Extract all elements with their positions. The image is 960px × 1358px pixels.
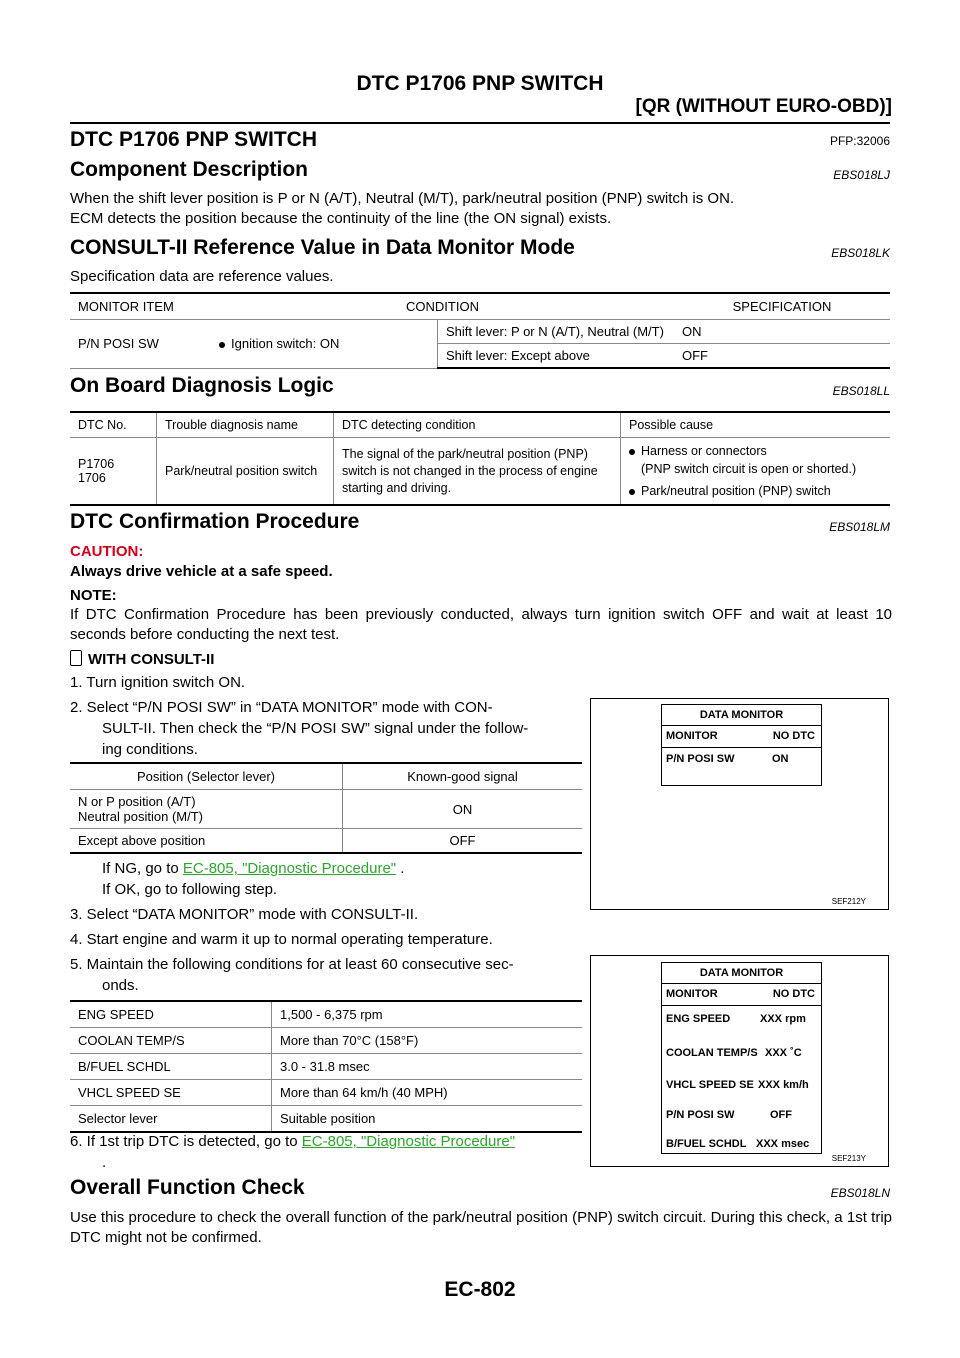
section-title: DTC Confirmation Procedure <box>70 510 360 533</box>
caution-label: CAUTION: <box>70 543 144 560</box>
diagnostic-procedure-link[interactable]: EC-805, "Diagnostic Procedure" <box>301 1133 516 1150</box>
step-2: 2. Select “P/N POSI SW” in “DATA MONITOR” mode with CON- SULT-II. Then check the “P/N POSI SW” signal under the follow- ing conditions. <box>70 699 529 758</box>
section-title: CONSULT-II Reference Value in Data Monitor Mode <box>70 236 575 259</box>
figure-sef213y: DATA MONITOR MONITOR NO DTC ENG SPEED XXX rpm COOLAN TEMP/S XXX ˚C VHCL SPEED SE XXX km/h P/N POSI SW OFF B/FUEL SCHDL XXX msec SEF213Y <box>590 955 889 1167</box>
header-rule <box>70 122 890 124</box>
step-3: 3. Select “DATA MONITOR” mode with CONSULT-II. <box>70 906 419 923</box>
reference-value-table: MONITOR ITEM CONDITION SPECIFICATION P/N POSI SW Ignition switch: ON Shift lever: P or N (A/T), Neutral (M/T) ON Shift lever: Except above OFF <box>70 292 890 369</box>
ng-line: If NG, go to EC-805, "Diagnostic Procedure" . <box>102 860 405 877</box>
bullet-icon <box>219 342 225 348</box>
section-code: EBS018LM <box>829 520 890 534</box>
note-text: If DTC Confirmation Procedure has been previously conducted, always turn ignition switch OFF and wait at least 10 seconds before conducting the next test. <box>70 606 892 643</box>
section-title: On Board Diagnosis Logic <box>70 374 334 397</box>
paragraph: When the shift lever position is P or N (A/T), Neutral (M/T), park/neutral position (PNP) switch is ON. ECM detects the position because the continuity of the line (the ON signal) exists. <box>70 190 735 227</box>
section-title: Overall Function Check <box>70 1176 305 1199</box>
step-5: 5. Maintain the following conditions for at least 60 consecutive sec- onds. <box>70 956 514 994</box>
conditions-table: ENG SPEED 1,500 - 6,375 rpm COOLAN TEMP/S More than 70°C (158°F) B/FUEL SCHDL 3.0 - 31.8 msec VHCL SPEED SE More than 64 km/h (40 MPH) Selector lever Suitable position <box>70 1000 582 1133</box>
page-number: EC-802 <box>444 1278 516 1301</box>
pfp-code: PFP:32006 <box>829 134 890 148</box>
section-code: EBS018LJ <box>833 168 890 182</box>
consult-icon <box>70 650 82 666</box>
paragraph: Specification data are reference values. <box>70 268 334 285</box>
section-code: EBS018LK <box>831 246 890 260</box>
signal-table: Position (Selector lever) Known-good signal N or P position (A/T) Neutral position (M/T) ON Except above position OFF <box>70 762 582 854</box>
section-code: EBS018LN <box>830 1186 890 1200</box>
section-title: Component Description <box>70 158 309 181</box>
with-consult-heading: WITH CONSULT-II <box>70 650 214 668</box>
step-6: 6. If 1st trip DTC is detected, go to EC-805, "Diagnostic Procedure" . <box>70 1133 516 1171</box>
section-code: EBS018LL <box>832 384 890 398</box>
bullet-icon <box>629 489 635 495</box>
ok-line: If OK, go to following step. <box>102 881 278 898</box>
diagnostic-procedure-link[interactable]: EC-805, "Diagnostic Procedure" <box>182 860 397 877</box>
bullet-icon <box>629 449 635 455</box>
page-header-title: DTC P1706 PNP SWITCH <box>356 72 604 95</box>
step-4: 4. Start engine and warm it up to normal operating temperature. <box>70 931 493 948</box>
step-1: 1. Turn ignition switch ON. <box>70 674 246 691</box>
main-title: DTC P1706 PNP SWITCH <box>70 128 318 151</box>
diagnosis-logic-table: DTC No. Trouble diagnosis name DTC detecting condition Possible cause P1706 1706 Park/neutral position switch The signal of the park/neutral position (PNP) switch is not changed in the process of engine starting and driving. Harness or connectors (PNP switch circuit is open or shorted.) Park/neutral position (PNP) switch <box>70 411 890 506</box>
figure-sef212y: DATA MONITOR MONITOR NO DTC P/N POSI SW ON SEF212Y <box>590 698 889 910</box>
caution-text: Always drive vehicle at a safe speed. <box>70 563 333 580</box>
page-header-subtitle: [QR (WITHOUT EURO-OBD)] <box>635 96 892 117</box>
note-label: NOTE: <box>70 587 117 604</box>
paragraph: Use this procedure to check the overall function of the park/neutral position (PNP) switch circuit. During this check, a 1st trip DTC might not be confirmed. <box>70 1209 892 1246</box>
